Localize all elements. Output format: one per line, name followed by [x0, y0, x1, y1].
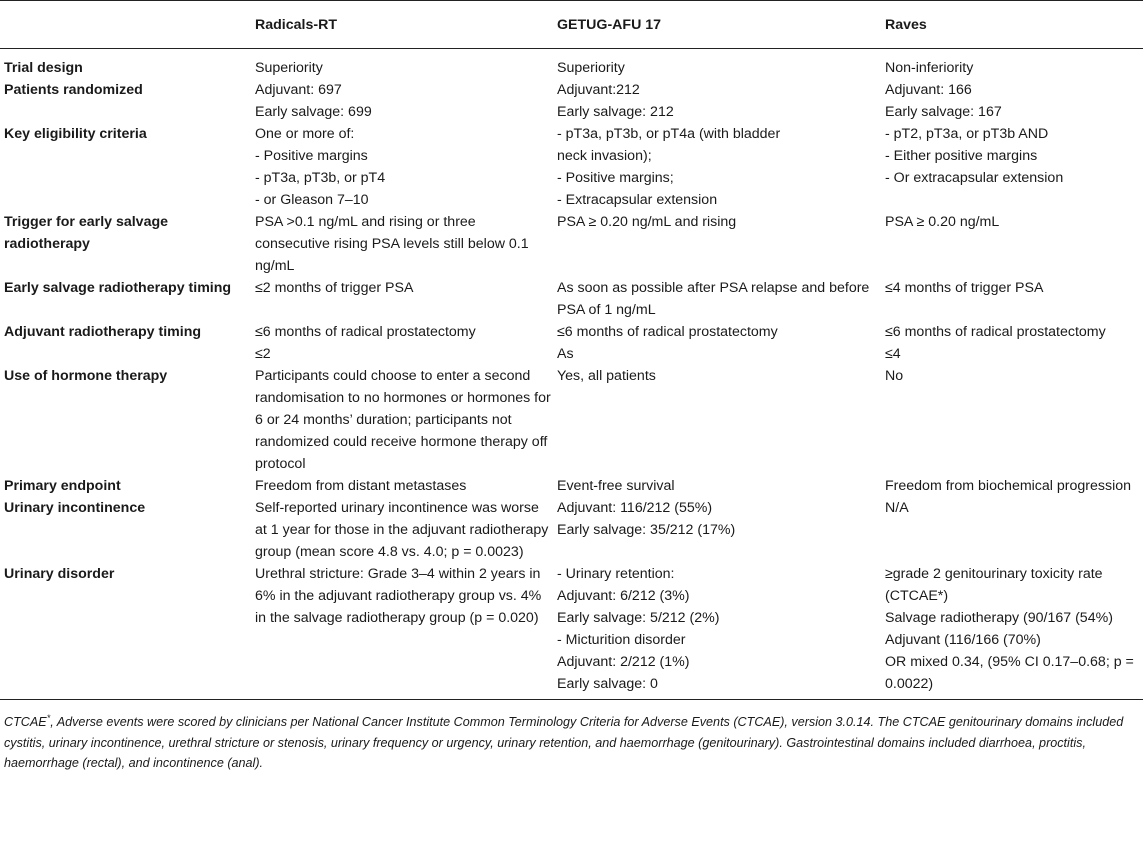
- cell-line: Adjuvant: 166: [885, 82, 972, 98]
- row-label: Use of hormone therapy: [4, 368, 168, 384]
- table-cell-c1: [254, 49, 556, 80]
- cell-line: Adjuvant (116/166 (70%): [885, 632, 1041, 648]
- table-cell-c2: [556, 123, 885, 211]
- table-cell-c3: [885, 321, 1143, 365]
- cell-line: Early salvage: 0: [557, 676, 658, 692]
- cell-line: PSA ≥ 0.20 ng/mL: [885, 214, 1000, 230]
- table-footnote: [0, 700, 1143, 774]
- row-label: Urinary incontinence: [4, 500, 146, 516]
- table-row: [0, 321, 1143, 365]
- cell-line: - Micturition disorder: [557, 632, 686, 648]
- cell-line: Self-reported urinary incontinence was worse at 1 year for those in the adjuvant radiotherapy group (mean score 4.8 vs. 4.0; p = 0.0023): [255, 500, 549, 560]
- cell-line: ≤4 months of trigger PSA: [885, 280, 1044, 296]
- table-cell-c2: [556, 497, 885, 563]
- cell-line: neck invasion);: [557, 148, 652, 164]
- cell-line: Adjuvant: 2/212 (1%): [557, 654, 690, 670]
- table-cell-c1: [254, 123, 556, 211]
- cell-line: Participants could choose to enter a second randomisation to no hormones or hormones for 6 or 24 months’ duration; participants not randomized could receive hormone therapy off protocol: [255, 368, 551, 472]
- table-cell-c1: [254, 563, 556, 700]
- header-raves: Raves: [885, 16, 927, 33]
- cell-line: N/A: [885, 500, 909, 516]
- table-row: [0, 79, 1143, 123]
- cell-line: Adjuvant: 6/212 (3%): [557, 588, 690, 604]
- cell-line: - Positive margins: [255, 148, 368, 164]
- cell-line: Early salvage: 699: [255, 104, 372, 120]
- table-cell-c3: [885, 563, 1143, 700]
- table-cell-c1: [254, 277, 556, 321]
- cell-line: ≤4: [885, 346, 901, 362]
- cell-line: - Positive margins;: [557, 170, 674, 186]
- cell-line: ≤6 months of radical prostatectomy: [255, 324, 476, 340]
- table-cell-c1: [254, 211, 556, 277]
- footnote-asterisk: *: [46, 712, 51, 723]
- cell-line: As: [557, 346, 574, 362]
- cell-line: ≥grade 2 genitourinary toxicity rate (CTCAE*): [885, 566, 1103, 604]
- table-cell-c2: [556, 475, 885, 497]
- cell-line: Early salvage: 5/212 (2%): [557, 610, 720, 626]
- table-cell-c2: [556, 211, 885, 277]
- table-row: [0, 123, 1143, 211]
- row-label: Early salvage radiotherapy timing: [4, 280, 232, 296]
- cell-line: OR mixed 0.34, (95% CI 0.17–0.68; p = 0.0022): [885, 654, 1134, 692]
- cell-line: PSA >0.1 ng/mL and rising or three consecutive rising PSA levels still below 0.1 ng/mL: [255, 214, 529, 274]
- table-cell-c3: [885, 211, 1143, 277]
- table-cell-c1: [254, 497, 556, 563]
- table-row: [0, 277, 1143, 321]
- footnote-marker: CTCAE: [4, 715, 47, 729]
- table-cell-c1: [254, 365, 556, 475]
- cell-line: - or Gleason 7–10: [255, 192, 369, 208]
- row-label: Trial design: [4, 60, 83, 76]
- table-cell-c2: [556, 321, 885, 365]
- table-cell-c2: [556, 277, 885, 321]
- table-cell-c3: [885, 497, 1143, 563]
- table-row: [0, 49, 1143, 80]
- table-cell-c3: [885, 123, 1143, 211]
- cell-line: Event-free survival: [557, 478, 675, 494]
- cell-line: Non-inferiority: [885, 60, 974, 76]
- cell-line: ≤2: [255, 346, 271, 362]
- table-cell-c3: [885, 79, 1143, 123]
- cell-line: Superiority: [255, 60, 323, 76]
- table-row: [0, 497, 1143, 563]
- cell-line: - Either positive margins: [885, 148, 1038, 164]
- header-radicals-rt: Radicals-RT: [255, 16, 337, 33]
- table-body: [0, 49, 1143, 700]
- table-cell-c1: [254, 79, 556, 123]
- table-cell-c1: [254, 321, 556, 365]
- cell-line: One or more of:: [255, 126, 355, 142]
- row-label: Trigger for early salvage radiotherapy: [4, 214, 169, 252]
- row-label: Primary endpoint: [4, 478, 121, 494]
- footnote-text: , Adverse events were scored by clinicians per National Cancer Institute Common Terminology Criteria for Adverse Events (CTCAE), version 3.0.14. The CTCAE genitourinary domains included cystitis, urinary incontinence, urethral stricture or stenosis, urinary frequency or urgency, urinary retention, and haemorrhage (genitourinary). Gastrointestinal domains included diarrhoea, proctitis, haemorrhage (rectal), and incontinence (anal).: [4, 715, 1124, 770]
- cell-line: Adjuvant: 697: [255, 82, 342, 98]
- row-label: Key eligibility criteria: [4, 126, 147, 142]
- table-cell-c3: [885, 365, 1143, 475]
- cell-line: ≤6 months of radical prostatectomy: [557, 324, 778, 340]
- cell-line: - pT3a, pT3b, or pT4: [255, 170, 386, 186]
- cell-line: - pT2, pT3a, or pT3b AND: [885, 126, 1049, 142]
- table-cell-c2: [556, 563, 885, 700]
- cell-line: Freedom from biochemical progression: [885, 478, 1132, 494]
- row-label: Patients randomized: [4, 82, 143, 98]
- cell-line: Urethral stricture: Grade 3–4 within 2 years in 6% in the adjuvant radiotherapy group vs. 4% in the salvage radiotherapy group (p = 0.020): [255, 566, 542, 626]
- cell-line: Adjuvant: 116/212 (55%): [557, 500, 713, 516]
- table-header: [0, 1, 1143, 49]
- table-row: [0, 365, 1143, 475]
- table-cell-c3: [885, 277, 1143, 321]
- cell-line: Yes, all patients: [557, 368, 656, 384]
- cell-line: ≤6 months of radical prostatectomy: [885, 324, 1106, 340]
- cell-line: No: [885, 368, 904, 384]
- header-getug-afu-17: GETUG-AFU 17: [557, 16, 662, 33]
- cell-line: - pT3a, pT3b, or pT4a (with bladder: [557, 126, 781, 142]
- cell-line: Early salvage: 35/212 (17%): [557, 522, 736, 538]
- cell-line: Superiority: [557, 60, 625, 76]
- header-empty: [0, 1, 254, 49]
- table-cell-c2: [556, 365, 885, 475]
- table-cell-c2: [556, 79, 885, 123]
- table-cell-c3: [885, 49, 1143, 80]
- cell-line: Salvage radiotherapy (90/167 (54%): [885, 610, 1113, 626]
- header-row: [0, 1, 1143, 49]
- cell-line: - Or extracapsular extension: [885, 170, 1064, 186]
- table-cell-c2: [556, 49, 885, 80]
- cell-line: PSA ≥ 0.20 ng/mL and rising: [557, 214, 737, 230]
- row-label: Adjuvant radiotherapy timing: [4, 324, 202, 340]
- table-cell-c3: [885, 475, 1143, 497]
- cell-line: Early salvage: 167: [885, 104, 1002, 120]
- cell-line: - Urinary retention:: [557, 566, 675, 582]
- table-cell-c1: [254, 475, 556, 497]
- cell-line: Adjuvant:212: [557, 82, 640, 98]
- cell-line: As soon as possible after PSA relapse and before PSA of 1 ng/mL: [557, 280, 870, 318]
- cell-line: ≤2 months of trigger PSA: [255, 280, 414, 296]
- row-label: Urinary disorder: [4, 566, 115, 582]
- table-row: [0, 563, 1143, 700]
- cell-line: Freedom from distant metastases: [255, 478, 467, 494]
- table-row: [0, 475, 1143, 497]
- cell-line: - Extracapsular extension: [557, 192, 718, 208]
- table-row: [0, 211, 1143, 277]
- cell-line: Early salvage: 212: [557, 104, 674, 120]
